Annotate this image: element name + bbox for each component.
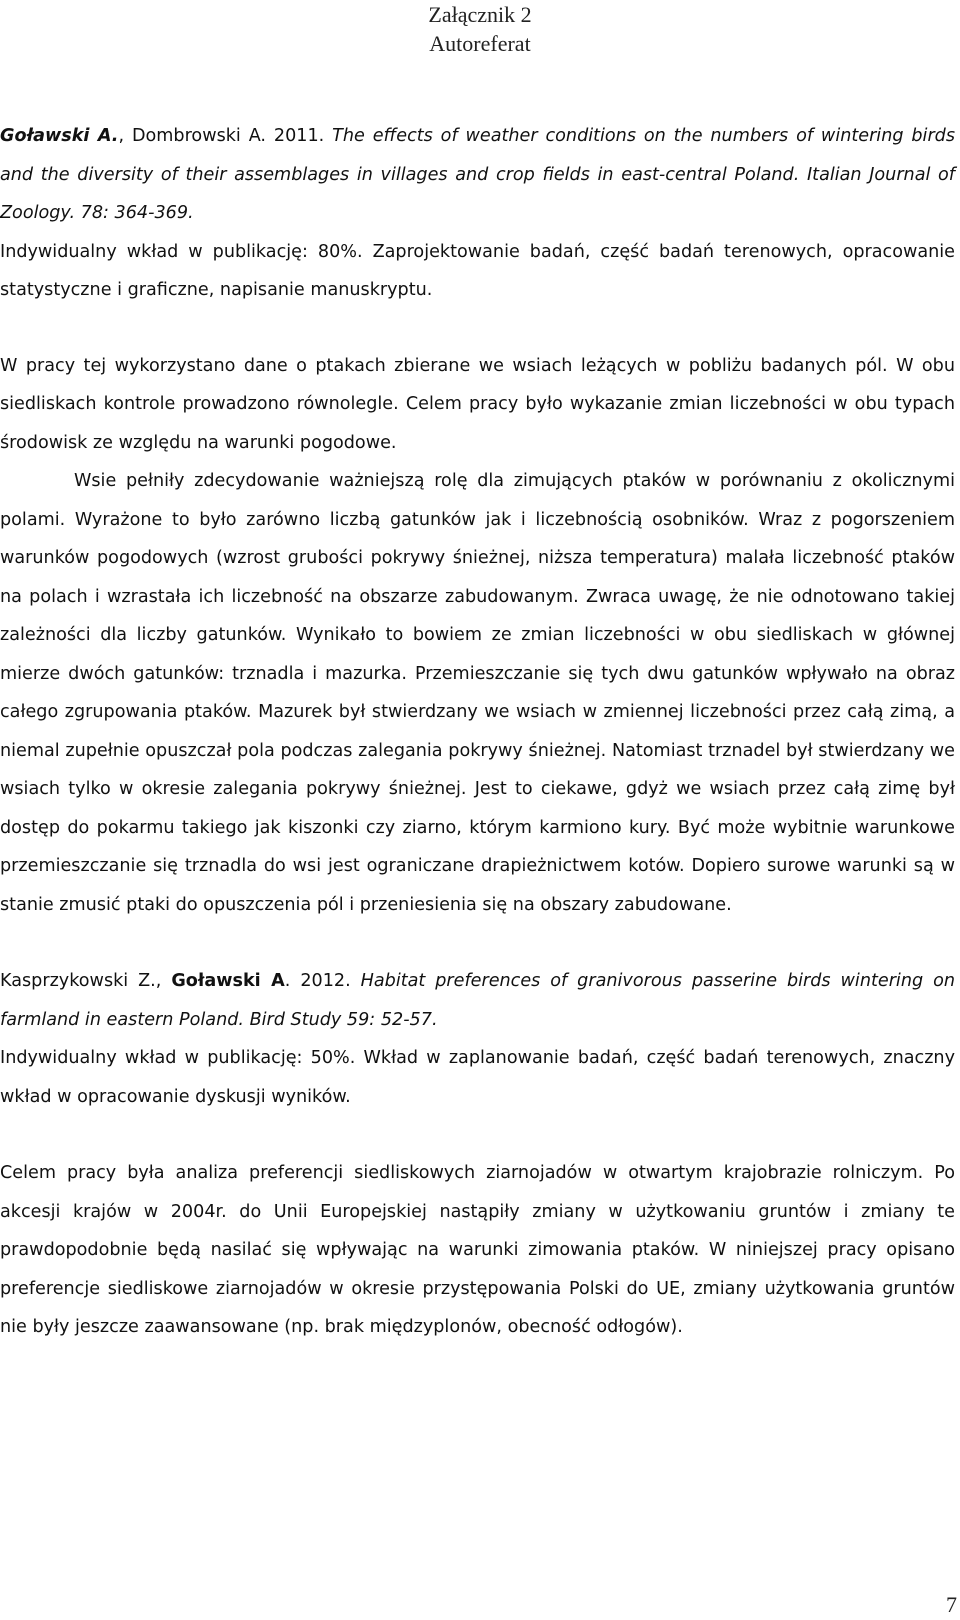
pub1-summary-p2: Wsie pełniły zdecydowanie ważniejszą rolę dla zimujących ptaków w porównaniu z okolicznymi polami. Wyrażone to było zarówno liczbą gatunków jak i liczebnością osobników. Wraz z pogorszeniem warunków pogodowych (wzrost grubości pokrywy śnieżnej, niższa temperatura) malała liczebność ptaków na polach i wzrastała ich liczebność na obszarze zabudowanym. Zwraca uwagę, że nie odnotowano takiej zależności dla liczby gatunków. Wynikało to bowiem ze zmian liczebności w obu siedliskach w głównej mierze dwóch gatunków: trznadla i mazurka. Przemieszczanie się tych dwu gatunków wpływało na obraz całego zgrupowania ptaków. Mazurek był stwierdzany we wsiach w zmiennej liczebności przez całą zimą, a niemal zupełnie opuszczał pola podczas zalegania pokrywy śnieżnej. Natomiast trznadel był stwierdzany we wsiach tylko w okresie zalegania pokrywy śnieżnej. Jest to ciekawe, gdyż we wsiach przez całą zimę był dostęp do pokarmu takiego jak kiszonki czy ziarno, którym karmiono kury. Być może wybitnie warunkowe przemieszczanie się trznadla do wsi jest ograniczane drapieżnictwem kotów. Dopiero surowe warunki są w stanie zmusić ptaki do opuszczenia pól i przeniesienia się na obszary zabudowane.	[0, 471, 955, 915]
pub2-author-first: Kasprzykowski Z.,	[0, 971, 172, 991]
pub2-summary: Celem pracy była analiza preferencji siedliskowych ziarnojadów w otwartym krajobrazie rolniczym. Po akcesji krajów w 2004r. do Unii Europejskiej nastąpiły zmiany w użytkowaniu gruntów i zmiany te prawdopodobnie będą nasilać się wpływając na warunki zimowania ptaków. W niniejszej pracy opisano preferencje siedliskowe ziarnojadów w okresie przystępowania Polski do UE, zmiany użytkowania gruntów nie były jeszcze zaawansowane (np. brak międzyplonów, obecność odłogów).	[0, 1163, 955, 1337]
pub2-citation	[0, 962, 955, 1039]
pub1-authors-rest: , Dombrowski A. 2011.	[118, 126, 325, 146]
spacer	[0, 924, 955, 962]
header-line-1: Załącznik 2	[428, 2, 532, 27]
pub1-title-journal: The effects of weather conditions on the numbers of wintering birds and the diversity of their assemblages in villages and crop fields in east-central Poland. Italian Journal of Zoology. 78: 364-369.	[0, 126, 956, 223]
spacer	[0, 1116, 955, 1154]
pub2-title-journal: Habitat preferences of granivorous passerine birds wintering on farmland in eastern Poland. Bird Study 59: 52-57.	[0, 971, 955, 1030]
page-header	[0, 0, 960, 58]
pub1-author-bold: Goławski A.	[0, 126, 119, 146]
document-body	[0, 117, 955, 1347]
pub1-citation	[0, 117, 955, 233]
pub2-author-rest: . 2012.	[284, 971, 351, 991]
page-number: 7	[946, 1592, 957, 1617]
pub2-author-bold: Goławski A	[171, 971, 285, 991]
pub1-contribution: Indywidualny wkład w publikację: 80%. Zaprojektowanie badań, część badań terenowych, opracowanie statystyczne i graficzne, napisanie manuskryptu.	[0, 241, 955, 300]
header-line-2: Autoreferat	[429, 31, 531, 56]
pub1-summary-p1: W pracy tej wykorzystano dane o ptakach zbierane we wsiach leżących w pobliżu badanych pól. W obu siedliskach kontrole prowadzono równolegle. Celem pracy było wykazanie zmian liczebności w obu typach środowisk ze względu na warunki pogodowe.	[0, 355, 955, 453]
pub2-contribution: Indywidualny wkład w publikację: 50%. Wkład w zaplanowanie badań, część badań terenowych, znaczny wkład w opracowanie dyskusji wyników.	[0, 1048, 955, 1107]
spacer	[0, 310, 955, 347]
